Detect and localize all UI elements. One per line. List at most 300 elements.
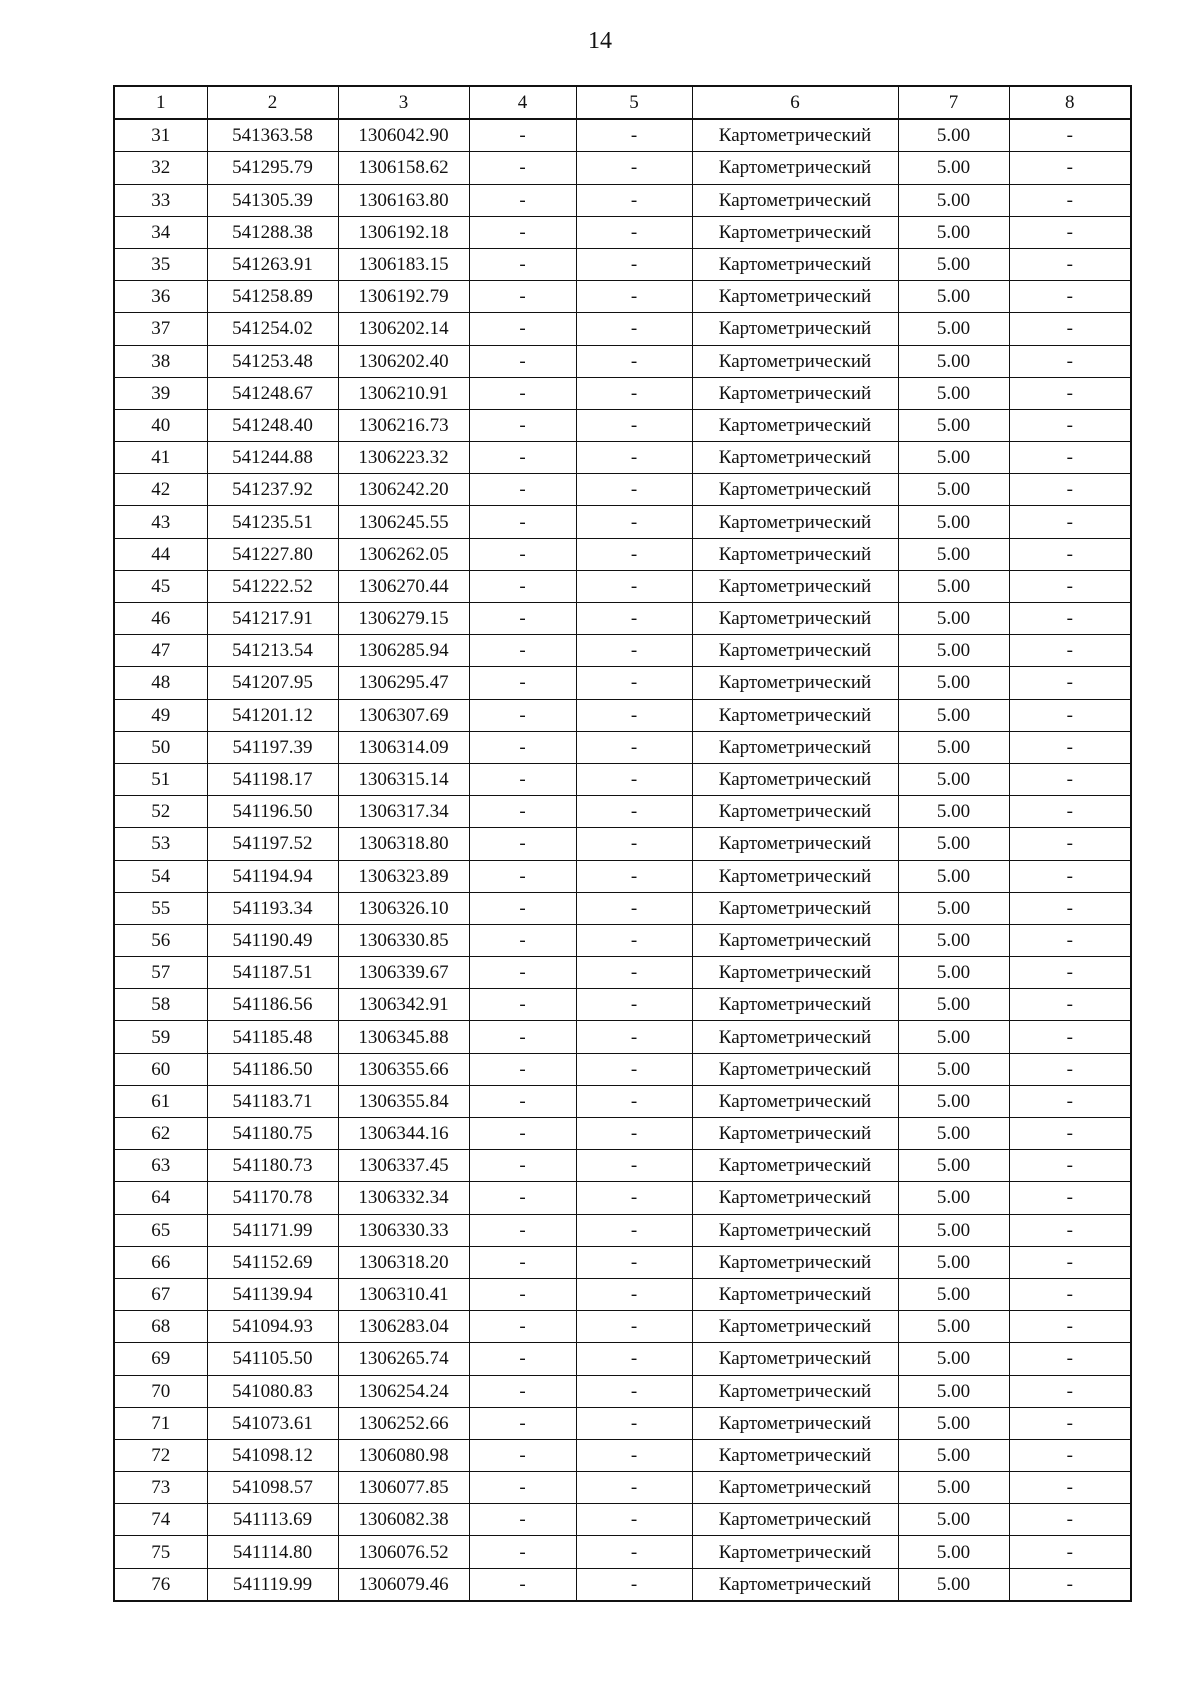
col4-cell: - xyxy=(469,313,576,345)
point-number-cell: 63 xyxy=(114,1150,207,1182)
col8-cell: - xyxy=(1009,409,1131,441)
method-cell: Картометрический xyxy=(692,570,898,602)
accuracy-cell: 5.00 xyxy=(898,667,1009,699)
accuracy-cell: 5.00 xyxy=(898,1150,1009,1182)
col8-cell: - xyxy=(1009,796,1131,828)
table-row xyxy=(114,1504,1131,1536)
table-row xyxy=(114,860,1131,892)
y-coordinate-cell: 1306202.40 xyxy=(338,345,469,377)
col5-cell: - xyxy=(576,1568,692,1601)
column-header-8: 8 xyxy=(1009,86,1131,119)
col4-cell: - xyxy=(469,119,576,152)
col5-cell: - xyxy=(576,1053,692,1085)
method-cell: Картометрический xyxy=(692,828,898,860)
table-row xyxy=(114,603,1131,635)
method-cell: Картометрический xyxy=(692,924,898,956)
table-row xyxy=(114,570,1131,602)
table-row xyxy=(114,667,1131,699)
method-cell: Картометрический xyxy=(692,1278,898,1310)
col8-cell: - xyxy=(1009,860,1131,892)
accuracy-cell: 5.00 xyxy=(898,313,1009,345)
x-coordinate-cell: 541171.99 xyxy=(207,1214,338,1246)
method-cell: Картометрический xyxy=(692,796,898,828)
point-number-cell: 53 xyxy=(114,828,207,860)
accuracy-cell: 5.00 xyxy=(898,1182,1009,1214)
col8-cell: - xyxy=(1009,1311,1131,1343)
method-cell: Картометрический xyxy=(692,184,898,216)
col4-cell: - xyxy=(469,538,576,570)
accuracy-cell: 5.00 xyxy=(898,1021,1009,1053)
col5-cell: - xyxy=(576,184,692,216)
col4-cell: - xyxy=(469,699,576,731)
col5-cell: - xyxy=(576,345,692,377)
col5-cell: - xyxy=(576,1118,692,1150)
header-row xyxy=(114,86,1131,119)
y-coordinate-cell: 1306252.66 xyxy=(338,1407,469,1439)
col4-cell: - xyxy=(469,1407,576,1439)
x-coordinate-cell: 541248.40 xyxy=(207,409,338,441)
column-header-2: 2 xyxy=(207,86,338,119)
table-row xyxy=(114,538,1131,570)
col5-cell: - xyxy=(576,957,692,989)
point-number-cell: 37 xyxy=(114,313,207,345)
col8-cell: - xyxy=(1009,731,1131,763)
y-coordinate-cell: 1306163.80 xyxy=(338,184,469,216)
x-coordinate-cell: 541197.39 xyxy=(207,731,338,763)
x-coordinate-cell: 541193.34 xyxy=(207,892,338,924)
accuracy-cell: 5.00 xyxy=(898,152,1009,184)
method-cell: Картометрический xyxy=(692,506,898,538)
accuracy-cell: 5.00 xyxy=(898,119,1009,152)
y-coordinate-cell: 1306355.84 xyxy=(338,1085,469,1117)
table-row xyxy=(114,1568,1131,1601)
x-coordinate-cell: 541217.91 xyxy=(207,603,338,635)
method-cell: Картометрический xyxy=(692,345,898,377)
y-coordinate-cell: 1306344.16 xyxy=(338,1118,469,1150)
table-row xyxy=(114,828,1131,860)
accuracy-cell: 5.00 xyxy=(898,892,1009,924)
col4-cell: - xyxy=(469,860,576,892)
col5-cell: - xyxy=(576,538,692,570)
y-coordinate-cell: 1306317.34 xyxy=(338,796,469,828)
accuracy-cell: 5.00 xyxy=(898,1278,1009,1310)
col8-cell: - xyxy=(1009,1504,1131,1536)
y-coordinate-cell: 1306314.09 xyxy=(338,731,469,763)
x-coordinate-cell: 541198.17 xyxy=(207,763,338,795)
x-coordinate-cell: 541254.02 xyxy=(207,313,338,345)
point-number-cell: 58 xyxy=(114,989,207,1021)
accuracy-cell: 5.00 xyxy=(898,763,1009,795)
x-coordinate-cell: 541170.78 xyxy=(207,1182,338,1214)
table-row xyxy=(114,409,1131,441)
col5-cell: - xyxy=(576,506,692,538)
y-coordinate-cell: 1306202.14 xyxy=(338,313,469,345)
accuracy-cell: 5.00 xyxy=(898,377,1009,409)
col5-cell: - xyxy=(576,119,692,152)
x-coordinate-cell: 541186.50 xyxy=(207,1053,338,1085)
col5-cell: - xyxy=(576,313,692,345)
method-cell: Картометрический xyxy=(692,1053,898,1085)
table-row xyxy=(114,1311,1131,1343)
col4-cell: - xyxy=(469,216,576,248)
table-row xyxy=(114,892,1131,924)
point-number-cell: 74 xyxy=(114,1504,207,1536)
column-header-6: 6 xyxy=(692,86,898,119)
col5-cell: - xyxy=(576,989,692,1021)
y-coordinate-cell: 1306339.67 xyxy=(338,957,469,989)
y-coordinate-cell: 1306270.44 xyxy=(338,570,469,602)
col4-cell: - xyxy=(469,1278,576,1310)
col8-cell: - xyxy=(1009,377,1131,409)
method-cell: Картометрический xyxy=(692,442,898,474)
table-row xyxy=(114,1246,1131,1278)
col5-cell: - xyxy=(576,1472,692,1504)
col8-cell: - xyxy=(1009,119,1131,152)
point-number-cell: 31 xyxy=(114,119,207,152)
table-row xyxy=(114,248,1131,280)
point-number-cell: 38 xyxy=(114,345,207,377)
y-coordinate-cell: 1306265.74 xyxy=(338,1343,469,1375)
x-coordinate-cell: 541305.39 xyxy=(207,184,338,216)
y-coordinate-cell: 1306183.15 xyxy=(338,248,469,280)
method-cell: Картометрический xyxy=(692,538,898,570)
col5-cell: - xyxy=(576,1085,692,1117)
table-row xyxy=(114,506,1131,538)
table-row xyxy=(114,1085,1131,1117)
table-row xyxy=(114,216,1131,248)
method-cell: Картометрический xyxy=(692,1311,898,1343)
method-cell: Картометрический xyxy=(692,957,898,989)
col8-cell: - xyxy=(1009,1053,1131,1085)
x-coordinate-cell: 541258.89 xyxy=(207,281,338,313)
col8-cell: - xyxy=(1009,1085,1131,1117)
col8-cell: - xyxy=(1009,506,1131,538)
method-cell: Картометрический xyxy=(692,1214,898,1246)
col4-cell: - xyxy=(469,828,576,860)
accuracy-cell: 5.00 xyxy=(898,1118,1009,1150)
point-number-cell: 41 xyxy=(114,442,207,474)
table-row xyxy=(114,1021,1131,1053)
col8-cell: - xyxy=(1009,442,1131,474)
col8-cell: - xyxy=(1009,957,1131,989)
col4-cell: - xyxy=(469,1053,576,1085)
accuracy-cell: 5.00 xyxy=(898,1407,1009,1439)
col4-cell: - xyxy=(469,1246,576,1278)
col5-cell: - xyxy=(576,1504,692,1536)
col4-cell: - xyxy=(469,1214,576,1246)
y-coordinate-cell: 1306082.38 xyxy=(338,1504,469,1536)
col8-cell: - xyxy=(1009,699,1131,731)
table-row xyxy=(114,345,1131,377)
col8-cell: - xyxy=(1009,474,1131,506)
col4-cell: - xyxy=(469,442,576,474)
y-coordinate-cell: 1306342.91 xyxy=(338,989,469,1021)
col4-cell: - xyxy=(469,924,576,956)
col8-cell: - xyxy=(1009,1214,1131,1246)
col5-cell: - xyxy=(576,667,692,699)
point-number-cell: 35 xyxy=(114,248,207,280)
col8-cell: - xyxy=(1009,1568,1131,1601)
y-coordinate-cell: 1306254.24 xyxy=(338,1375,469,1407)
point-number-cell: 65 xyxy=(114,1214,207,1246)
x-coordinate-cell: 541094.93 xyxy=(207,1311,338,1343)
x-coordinate-cell: 541152.69 xyxy=(207,1246,338,1278)
point-number-cell: 51 xyxy=(114,763,207,795)
x-coordinate-cell: 541213.54 xyxy=(207,635,338,667)
accuracy-cell: 5.00 xyxy=(898,345,1009,377)
col5-cell: - xyxy=(576,1536,692,1568)
col5-cell: - xyxy=(576,377,692,409)
y-coordinate-cell: 1306079.46 xyxy=(338,1568,469,1601)
method-cell: Картометрический xyxy=(692,1407,898,1439)
y-coordinate-cell: 1306216.73 xyxy=(338,409,469,441)
point-number-cell: 73 xyxy=(114,1472,207,1504)
method-cell: Картометрический xyxy=(692,635,898,667)
col5-cell: - xyxy=(576,699,692,731)
point-number-cell: 59 xyxy=(114,1021,207,1053)
x-coordinate-cell: 541248.67 xyxy=(207,377,338,409)
col4-cell: - xyxy=(469,474,576,506)
col4-cell: - xyxy=(469,1375,576,1407)
accuracy-cell: 5.00 xyxy=(898,570,1009,602)
y-coordinate-cell: 1306042.90 xyxy=(338,119,469,152)
table-row xyxy=(114,1278,1131,1310)
accuracy-cell: 5.00 xyxy=(898,1214,1009,1246)
y-coordinate-cell: 1306315.14 xyxy=(338,763,469,795)
table-row xyxy=(114,119,1131,152)
accuracy-cell: 5.00 xyxy=(898,216,1009,248)
point-number-cell: 57 xyxy=(114,957,207,989)
y-coordinate-cell: 1306323.89 xyxy=(338,860,469,892)
table-row xyxy=(114,924,1131,956)
table-row xyxy=(114,474,1131,506)
table-row xyxy=(114,1118,1131,1150)
y-coordinate-cell: 1306210.91 xyxy=(338,377,469,409)
col5-cell: - xyxy=(576,1021,692,1053)
col4-cell: - xyxy=(469,377,576,409)
accuracy-cell: 5.00 xyxy=(898,1343,1009,1375)
col8-cell: - xyxy=(1009,603,1131,635)
col4-cell: - xyxy=(469,248,576,280)
y-coordinate-cell: 1306076.52 xyxy=(338,1536,469,1568)
y-coordinate-cell: 1306077.85 xyxy=(338,1472,469,1504)
table-row xyxy=(114,313,1131,345)
table-row xyxy=(114,1439,1131,1471)
table-row xyxy=(114,1375,1131,1407)
point-number-cell: 68 xyxy=(114,1311,207,1343)
col8-cell: - xyxy=(1009,667,1131,699)
x-coordinate-cell: 541113.69 xyxy=(207,1504,338,1536)
x-coordinate-cell: 541139.94 xyxy=(207,1278,338,1310)
accuracy-cell: 5.00 xyxy=(898,731,1009,763)
table-row xyxy=(114,1343,1131,1375)
col8-cell: - xyxy=(1009,1150,1131,1182)
point-number-cell: 52 xyxy=(114,796,207,828)
table-row xyxy=(114,1214,1131,1246)
y-coordinate-cell: 1306326.10 xyxy=(338,892,469,924)
method-cell: Картометрический xyxy=(692,892,898,924)
x-coordinate-cell: 541180.73 xyxy=(207,1150,338,1182)
table-row xyxy=(114,1536,1131,1568)
accuracy-cell: 5.00 xyxy=(898,796,1009,828)
accuracy-cell: 5.00 xyxy=(898,506,1009,538)
col4-cell: - xyxy=(469,1536,576,1568)
col4-cell: - xyxy=(469,796,576,828)
col5-cell: - xyxy=(576,1407,692,1439)
x-coordinate-cell: 541180.75 xyxy=(207,1118,338,1150)
col4-cell: - xyxy=(469,635,576,667)
y-coordinate-cell: 1306307.69 xyxy=(338,699,469,731)
y-coordinate-cell: 1306330.33 xyxy=(338,1214,469,1246)
point-number-cell: 67 xyxy=(114,1278,207,1310)
x-coordinate-cell: 541196.50 xyxy=(207,796,338,828)
accuracy-cell: 5.00 xyxy=(898,538,1009,570)
col4-cell: - xyxy=(469,184,576,216)
y-coordinate-cell: 1306158.62 xyxy=(338,152,469,184)
col5-cell: - xyxy=(576,248,692,280)
y-coordinate-cell: 1306345.88 xyxy=(338,1021,469,1053)
accuracy-cell: 5.00 xyxy=(898,924,1009,956)
col5-cell: - xyxy=(576,1214,692,1246)
method-cell: Картометрический xyxy=(692,860,898,892)
col5-cell: - xyxy=(576,281,692,313)
col4-cell: - xyxy=(469,892,576,924)
point-number-cell: 33 xyxy=(114,184,207,216)
point-number-cell: 71 xyxy=(114,1407,207,1439)
coordinates-table xyxy=(113,85,1132,1602)
x-coordinate-cell: 541237.92 xyxy=(207,474,338,506)
method-cell: Картометрический xyxy=(692,216,898,248)
col5-cell: - xyxy=(576,474,692,506)
col4-cell: - xyxy=(469,1311,576,1343)
x-coordinate-cell: 541363.58 xyxy=(207,119,338,152)
col4-cell: - xyxy=(469,1568,576,1601)
col8-cell: - xyxy=(1009,216,1131,248)
point-number-cell: 34 xyxy=(114,216,207,248)
method-cell: Картометрический xyxy=(692,1375,898,1407)
table-row xyxy=(114,957,1131,989)
col8-cell: - xyxy=(1009,1118,1131,1150)
method-cell: Картометрический xyxy=(692,474,898,506)
y-coordinate-cell: 1306285.94 xyxy=(338,635,469,667)
col5-cell: - xyxy=(576,828,692,860)
col4-cell: - xyxy=(469,1021,576,1053)
y-coordinate-cell: 1306318.20 xyxy=(338,1246,469,1278)
method-cell: Картометрический xyxy=(692,1536,898,1568)
point-number-cell: 56 xyxy=(114,924,207,956)
col4-cell: - xyxy=(469,989,576,1021)
x-coordinate-cell: 541288.38 xyxy=(207,216,338,248)
accuracy-cell: 5.00 xyxy=(898,1504,1009,1536)
col5-cell: - xyxy=(576,1375,692,1407)
y-coordinate-cell: 1306223.32 xyxy=(338,442,469,474)
point-number-cell: 49 xyxy=(114,699,207,731)
point-number-cell: 32 xyxy=(114,152,207,184)
accuracy-cell: 5.00 xyxy=(898,1472,1009,1504)
col8-cell: - xyxy=(1009,989,1131,1021)
x-coordinate-cell: 541098.57 xyxy=(207,1472,338,1504)
col5-cell: - xyxy=(576,603,692,635)
col8-cell: - xyxy=(1009,1021,1131,1053)
method-cell: Картометрический xyxy=(692,152,898,184)
point-number-cell: 54 xyxy=(114,860,207,892)
method-cell: Картометрический xyxy=(692,1343,898,1375)
col5-cell: - xyxy=(576,570,692,602)
accuracy-cell: 5.00 xyxy=(898,1085,1009,1117)
col8-cell: - xyxy=(1009,763,1131,795)
x-coordinate-cell: 541253.48 xyxy=(207,345,338,377)
x-coordinate-cell: 541080.83 xyxy=(207,1375,338,1407)
point-number-cell: 62 xyxy=(114,1118,207,1150)
col4-cell: - xyxy=(469,1085,576,1117)
col5-cell: - xyxy=(576,763,692,795)
accuracy-cell: 5.00 xyxy=(898,184,1009,216)
col5-cell: - xyxy=(576,1182,692,1214)
col8-cell: - xyxy=(1009,1182,1131,1214)
accuracy-cell: 5.00 xyxy=(898,281,1009,313)
point-number-cell: 42 xyxy=(114,474,207,506)
y-coordinate-cell: 1306279.15 xyxy=(338,603,469,635)
col8-cell: - xyxy=(1009,345,1131,377)
y-coordinate-cell: 1306332.34 xyxy=(338,1182,469,1214)
table-row xyxy=(114,1407,1131,1439)
accuracy-cell: 5.00 xyxy=(898,442,1009,474)
point-number-cell: 70 xyxy=(114,1375,207,1407)
col4-cell: - xyxy=(469,1343,576,1375)
method-cell: Картометрический xyxy=(692,281,898,313)
col5-cell: - xyxy=(576,924,692,956)
x-coordinate-cell: 541186.56 xyxy=(207,989,338,1021)
table-row xyxy=(114,731,1131,763)
point-number-cell: 36 xyxy=(114,281,207,313)
col8-cell: - xyxy=(1009,892,1131,924)
point-number-cell: 72 xyxy=(114,1439,207,1471)
accuracy-cell: 5.00 xyxy=(898,1568,1009,1601)
table-row xyxy=(114,1472,1131,1504)
col4-cell: - xyxy=(469,1118,576,1150)
accuracy-cell: 5.00 xyxy=(898,1536,1009,1568)
y-coordinate-cell: 1306192.18 xyxy=(338,216,469,248)
accuracy-cell: 5.00 xyxy=(898,1053,1009,1085)
x-coordinate-cell: 541190.49 xyxy=(207,924,338,956)
col5-cell: - xyxy=(576,1311,692,1343)
col5-cell: - xyxy=(576,152,692,184)
point-number-cell: 50 xyxy=(114,731,207,763)
col5-cell: - xyxy=(576,1343,692,1375)
table-row xyxy=(114,635,1131,667)
table-row xyxy=(114,184,1131,216)
col4-cell: - xyxy=(469,1182,576,1214)
col5-cell: - xyxy=(576,1246,692,1278)
point-number-cell: 48 xyxy=(114,667,207,699)
point-number-cell: 40 xyxy=(114,409,207,441)
col4-cell: - xyxy=(469,763,576,795)
table-row xyxy=(114,763,1131,795)
col4-cell: - xyxy=(469,506,576,538)
table-row xyxy=(114,1150,1131,1182)
col4-cell: - xyxy=(469,603,576,635)
x-coordinate-cell: 541207.95 xyxy=(207,667,338,699)
page-number: 14 xyxy=(588,28,612,54)
table-row xyxy=(114,1182,1131,1214)
point-number-cell: 43 xyxy=(114,506,207,538)
col8-cell: - xyxy=(1009,184,1131,216)
col4-cell: - xyxy=(469,570,576,602)
table-row xyxy=(114,989,1131,1021)
x-coordinate-cell: 541235.51 xyxy=(207,506,338,538)
col4-cell: - xyxy=(469,667,576,699)
x-coordinate-cell: 541263.91 xyxy=(207,248,338,280)
